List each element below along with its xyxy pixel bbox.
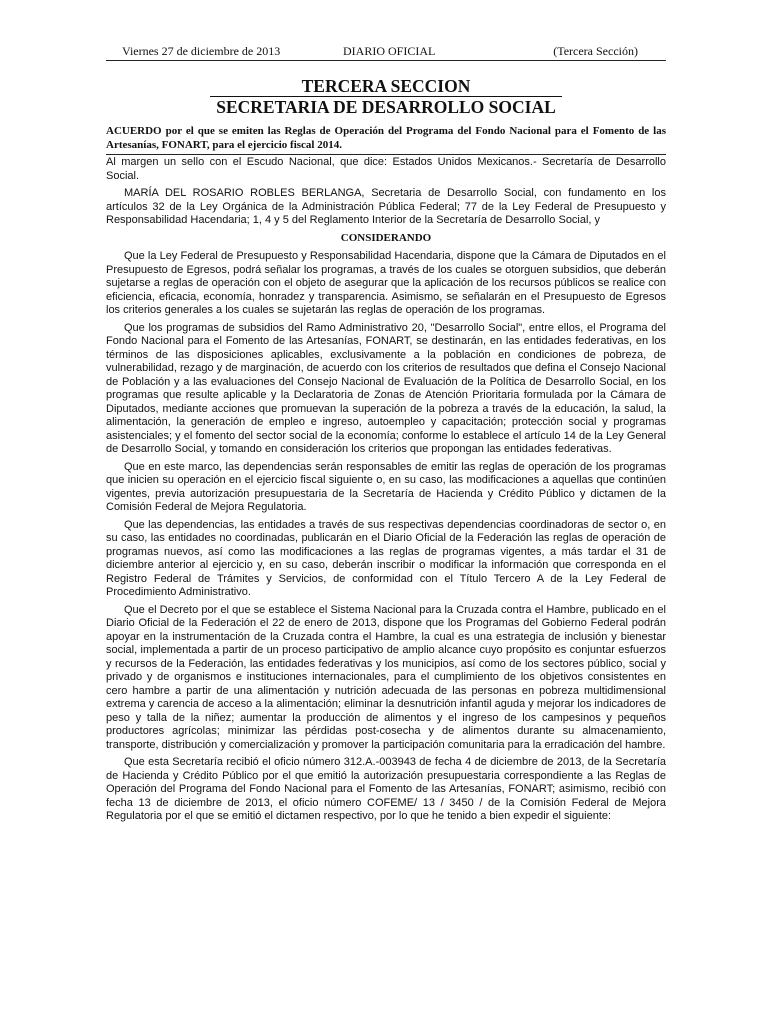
paragraph: Que en este marco, las dependencias serán responsables de emitir las reglas de operación de los programas que inicien su operación en el ejercicio fiscal siguiente o, en su caso, las modificaciones a aquellas que continúen vigentes, previa autorización presupuestaria de la Secretaría de Hacienda y Crédito Público y dictamen de la Comisión Federal de Mejora Regulatoria. [106,460,666,513]
paragraph: Que las dependencias, las entidades a través de sus respectivas dependencias coordinadoras de sector o, en su caso, las entidades no coordinadas, publicarán en el Diario Oficial de la Federación las reglas de operación de programas nuevos, así como las modificaciones a las reglas de programas vigentes, a más tardar el 31 de diciembre anterior al ejercicio y, en su caso, deberán inscribir o modificar la información que corresponda en el Registro Federal de Trámites y Servicios, de conformidad con el Título Tercero A de la Ley Federal de Procedimiento Administrativo. [106,518,666,598]
document-body [106,125,666,828]
paragraph: Que esta Secretaría recibió el oficio número 312.A.-003943 de fecha 4 de diciembre de 2013, de la Secretaría de Hacienda y Crédito Público por el que emitió la autorización presupuestaria correspondiente a las Reglas de Operación del Programa del Fondo Nacional para el Fomento de las Artesanías, FONART; asimismo, recibió con fecha 13 de diciembre de 2013, el oficio número COFEME/ 13 / 3450 / de la Comisión Federal de Mejora Regulatoria por el que se emitió el dictamen respectivo, por lo que he tenido a bien expedir el siguiente: [106,756,666,822]
running-header [106,44,666,61]
paragraph: Que la Ley Federal de Presupuesto y Responsabilidad Hacendaria, dispone que la Cámara de Diputados en el Presupuesto de Egresos, podrá señalar los programas, a través de los cuales se otorguen subsidios, que deberán sujetarse a reglas de operación con el objeto de asegurar que la aplicación de los recursos públicos se realice con eficiencia, eficacia, economía, honradez y transparencia. Asimismo, se señalarán en el Presupuesto de Egresos los criterios generales a los cuales se sujetarán las reglas de operación de los programas. [106,250,666,316]
paragraph: Que los programas de subsidios del Ramo Administrativo 20, "Desarrollo Social", entre ellos, el Programa del Fondo Nacional para el Fomento de las Artesanías, FONART, se destinarán, en las entidades federativas, en los términos de las disposiciones aplicables, exclusivamente a la población en condiciones de pobreza, de vulnerabilidad, rezago y de marginación, de acuerdo con los criterios de resultados que defina el Consejo Nacional de Población y a las evaluaciones del Consejo Nacional de Evaluación de la Política de Desarrollo Social, en los programas que resulte aplicable y la Declaratoria de Zonas de Atención Prioritaria formulada por la Cámara de Diputados, mediante acciones que promuevan la superación de la pobreza a través de la educación, la salud, la alimentación, la generación de empleo e ingreso, autoempleo y capacitación; protección social y programas asistenciales; y el fomento del sector social de la economía; conforme lo establece el artículo 14 de la Ley General de Desarrollo Social, y tomando en consideración los criterios que propongan las entidades federativas. [106,321,666,455]
intro-paragraph: MARÍA DEL ROSARIO ROBLES BERLANGA, Secretaria de Desarrollo Social, con fundamento en los artículos 32 de la Ley Orgánica de la Administración Pública Federal; 77 de la Ley Federal de Presupuesto y Responsabilidad Hacendaria; 1, 4 y 5 del Reglamento Interior de la Secretaría de Desarrollo Social, y [106,187,666,226]
paragraph: Que el Decreto por el que se establece el Sistema Nacional para la Cruzada contra el Hambre, publicado en el Diario Oficial de la Federación el 22 de enero de 2013, dispone que los Programas del Gobierno Federal podrán apoyar en la instrumentación de la Cruzada contra el Hambre, la cual es una estrategia de inclusión y bienestar social, implementada a partir de un proceso participativo de amplio alcance cuyo propósito es conjuntar esfuerzos y recursos de la Federación, las entidades federativas y los municipios, así como de los sectores público, social y privado y de organismos e instituciones internacionales, para el cumplimiento de los objetivos consistentes en cero hambre a partir de una alimentación y nutrición adecuada de las personas en pobreza multidimensional extrema y carencia de acceso a la alimentación; eliminar la desnutrición infantil aguda y mejorar los indicadores de peso y talla de la niñez; aumentar la producción de alimentos y el ingreso de los campesinos y pequeños productores agrícolas; minimizar las pérdidas post-cosecha y de alimentos durante su almacenamiento, transporte, distribución y comercialización y promover la participación comunitaria para la erradicación del hambre. [106,603,666,751]
section-title-line1: TERCERA SECCION [210,76,563,97]
section-title-line2: SECRETARIA DE DESARROLLO SOCIAL [216,97,556,117]
decree-title: ACUERDO por el que se emiten las Reglas de Operación del Programa del Fondo Nacional para el Fomento de las Artesanías, FONART, para el ejercicio fiscal 2014. [106,125,666,155]
considerando-heading: CONSIDERANDO [340,231,432,244]
header-publication: DIARIO OFICIAL [343,44,436,58]
section-title [106,76,666,117]
margin-note: Al margen un sello con el Escudo Nacional, que dice: Estados Unidos Mexicanos.- Secretaría de Desarrollo Social. [106,156,666,182]
header-date: Viernes 27 de diciembre de 2013 [122,44,281,58]
header-section: (Tercera Sección) [553,44,638,58]
